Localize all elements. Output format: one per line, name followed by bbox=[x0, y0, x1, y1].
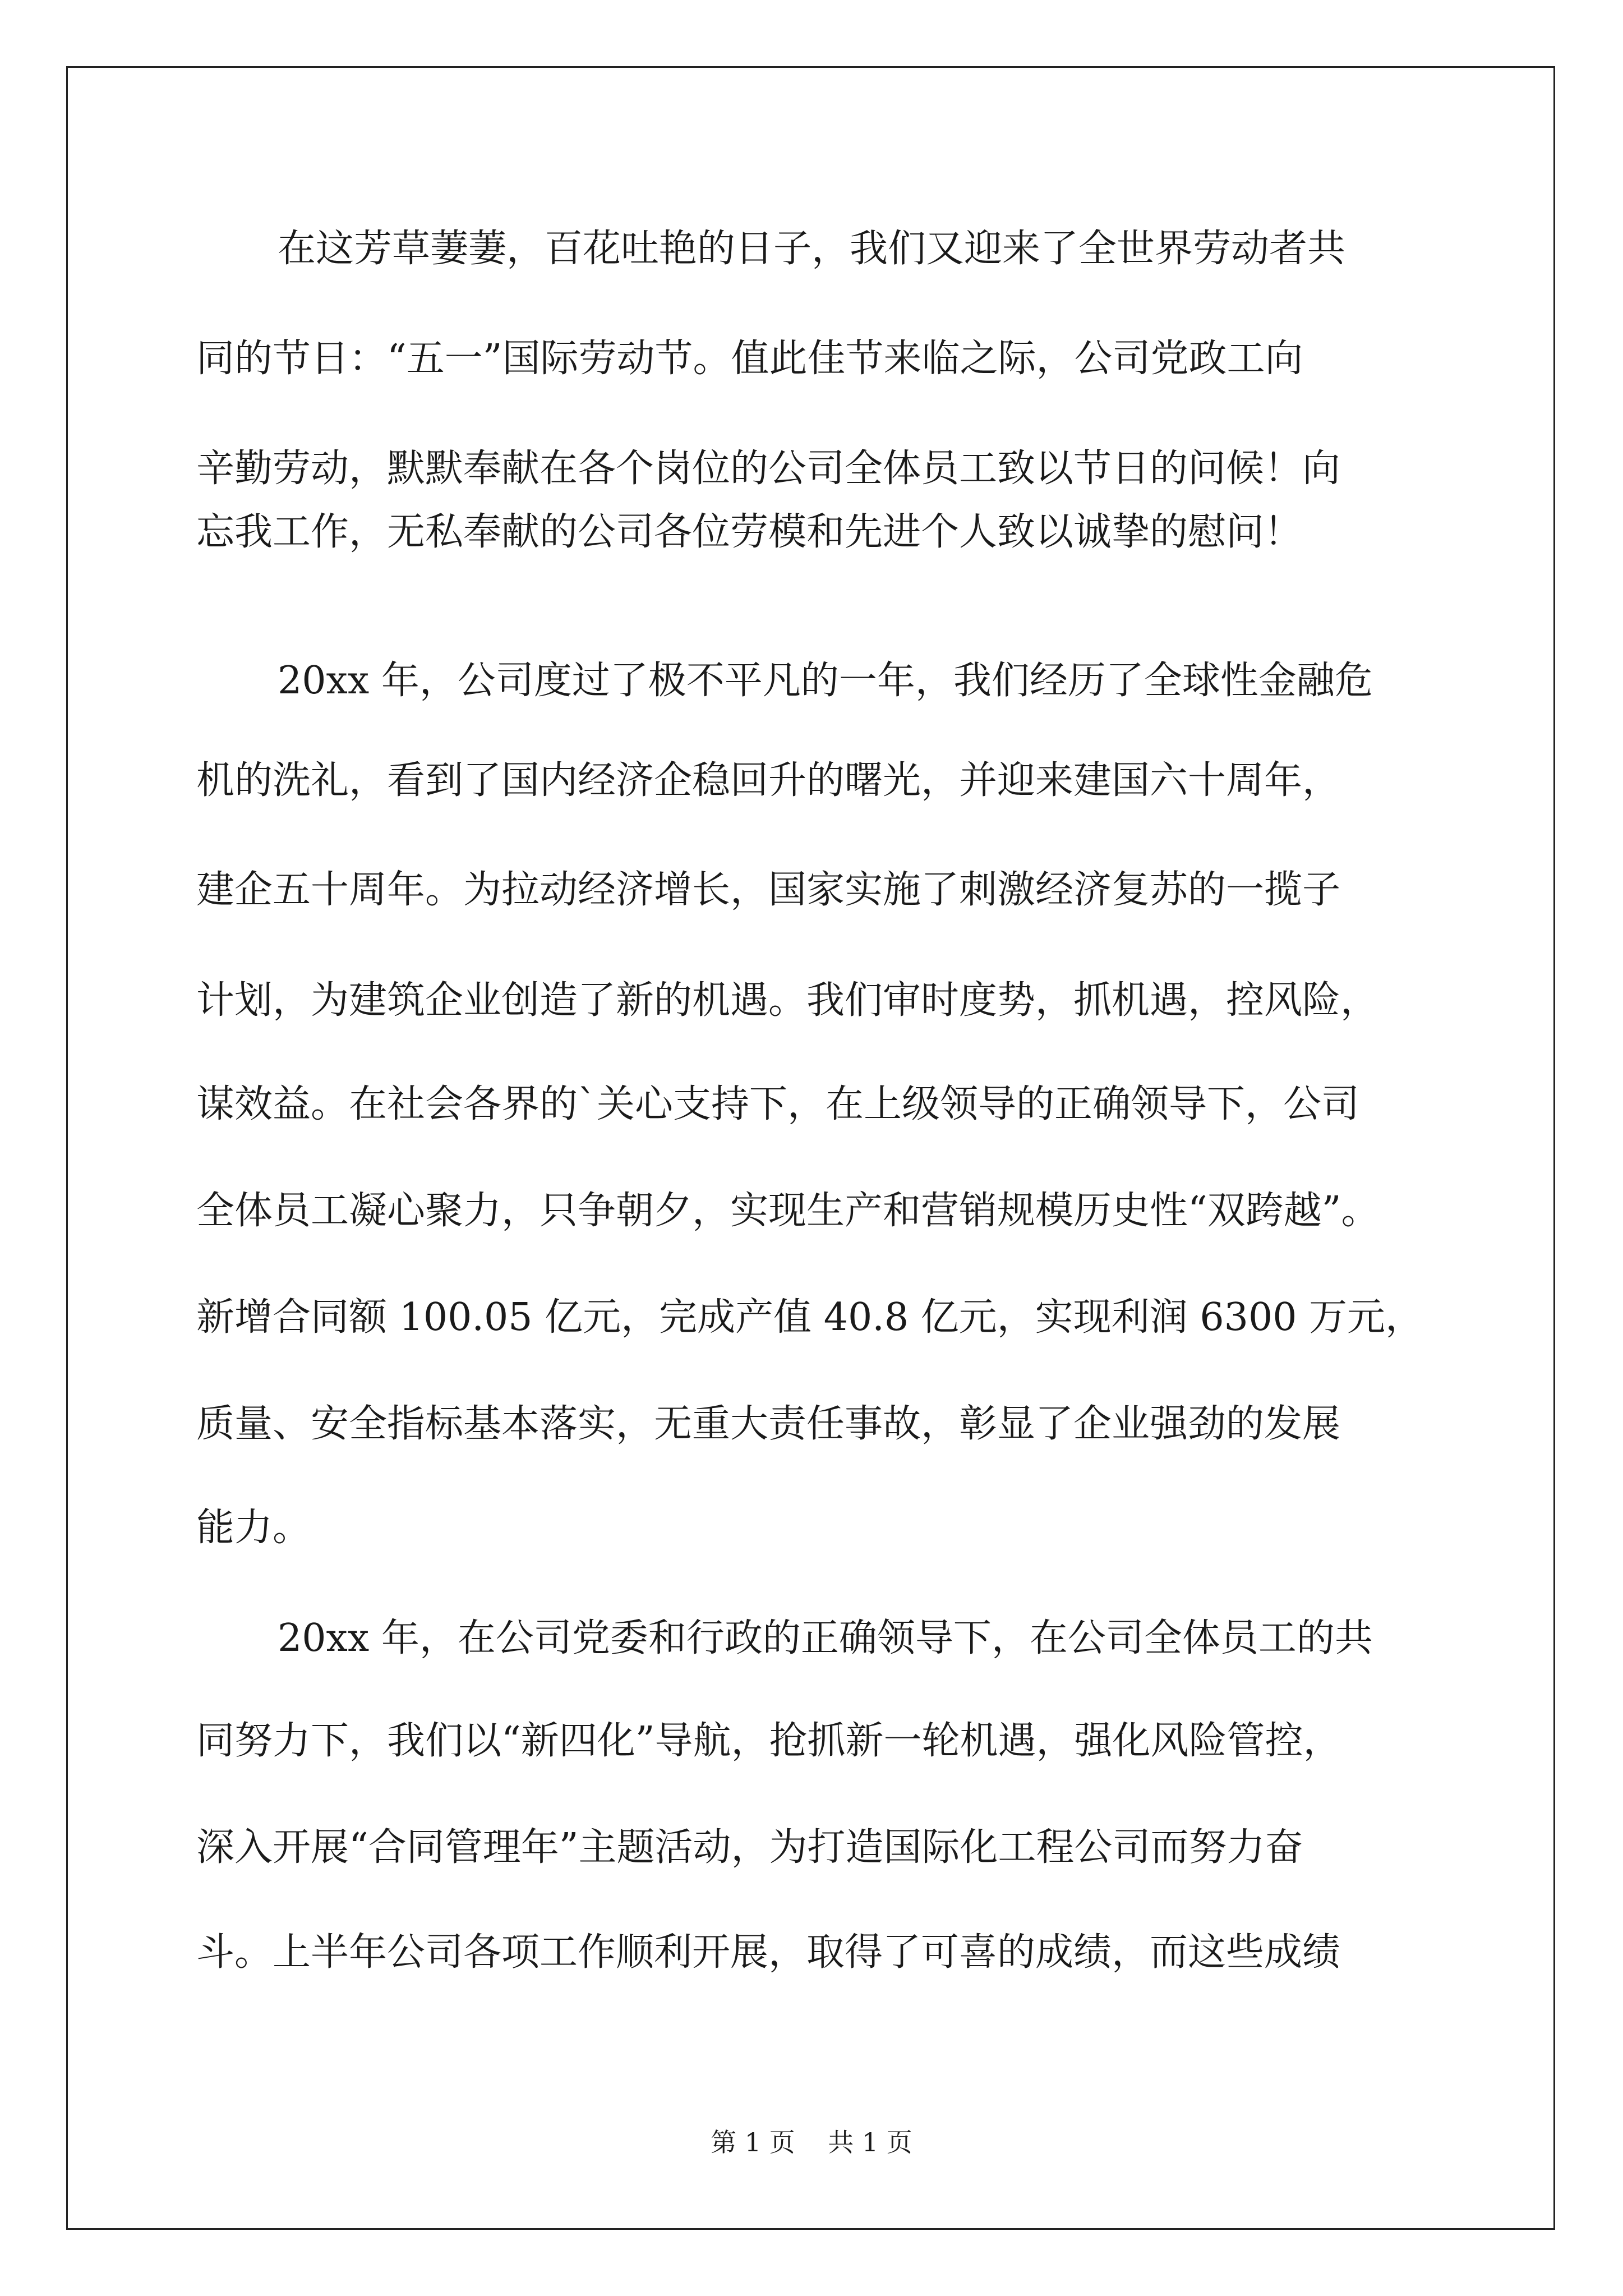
paragraph-2-line-5: 谋效益。在社会各界的`关心支持下，在上级领导的正确领导下，公司 bbox=[196, 1082, 1360, 1126]
paragraph-2-line-9: 能力。 bbox=[196, 1506, 311, 1550]
paragraph-2-line-3: 建企五十周年。为拉动经济增长，国家实施了刺激经济复苏的一揽子 bbox=[196, 868, 1341, 912]
paragraph-3-line-3: 深入开展“合同管理年”主题活动，为打造国际化工程公司而努力奋 bbox=[196, 1825, 1303, 1870]
paragraph-2-line-8: 质量、安全指标基本落实，无重大责任事故，彰显了企业强劲的发展 bbox=[196, 1402, 1341, 1446]
paragraph-3-line-2: 同努力下，我们以“新四化”导航，抢抓新一轮机遇，强化风险管控， bbox=[196, 1719, 1341, 1763]
paragraph-1-line-3: 辛勤劳动，默默奉献在各个岗位的公司全体员工致以节日的问候！向 bbox=[196, 447, 1341, 491]
paragraph-3-line-4: 斗。上半年公司各项工作顺利开展，取得了可喜的成绩，而这些成绩 bbox=[196, 1930, 1341, 1975]
paragraph-2-line-1: 20xx 年，公司度过了极不平凡的一年，我们经历了全球性金融危 bbox=[278, 659, 1373, 703]
paragraph-1-line-1: 在这芳草萋萋，百花吐艳的日子，我们又迎来了全世界劳动者共 bbox=[278, 227, 1346, 271]
page-border bbox=[66, 66, 1555, 2230]
paragraph-2-line-2: 机的洗礼，看到了国内经济企稳回升的曙光，并迎来建国六十周年， bbox=[196, 758, 1341, 803]
paragraph-2-line-6: 全体员工凝心聚力，只争朝夕，实现生产和营销规模历史性“双跨越”。 bbox=[196, 1189, 1380, 1233]
paragraph-1-line-2: 同的节日：“五一”国际劳动节。值此佳节来临之际，公司党政工向 bbox=[196, 337, 1303, 381]
paragraph-3-line-1: 20xx 年，在公司党委和行政的正确领导下，在公司全体员工的共 bbox=[278, 1616, 1373, 1660]
paragraph-2-line-7: 新增合同额 100.05 亿元，完成产值 40.8 亿元，实现利润 6300 万元， bbox=[196, 1295, 1424, 1340]
paragraph-1-line-4: 忘我工作，无私奉献的公司各位劳模和先进个人致以诚挚的慰问！ bbox=[196, 510, 1303, 554]
page-number-footer: 第 1 页 共 1 页 bbox=[711, 2127, 912, 2157]
paragraph-2-line-4: 计划，为建筑企业创造了新的机遇。我们审时度势，抓机遇，控风险， bbox=[196, 978, 1379, 1023]
